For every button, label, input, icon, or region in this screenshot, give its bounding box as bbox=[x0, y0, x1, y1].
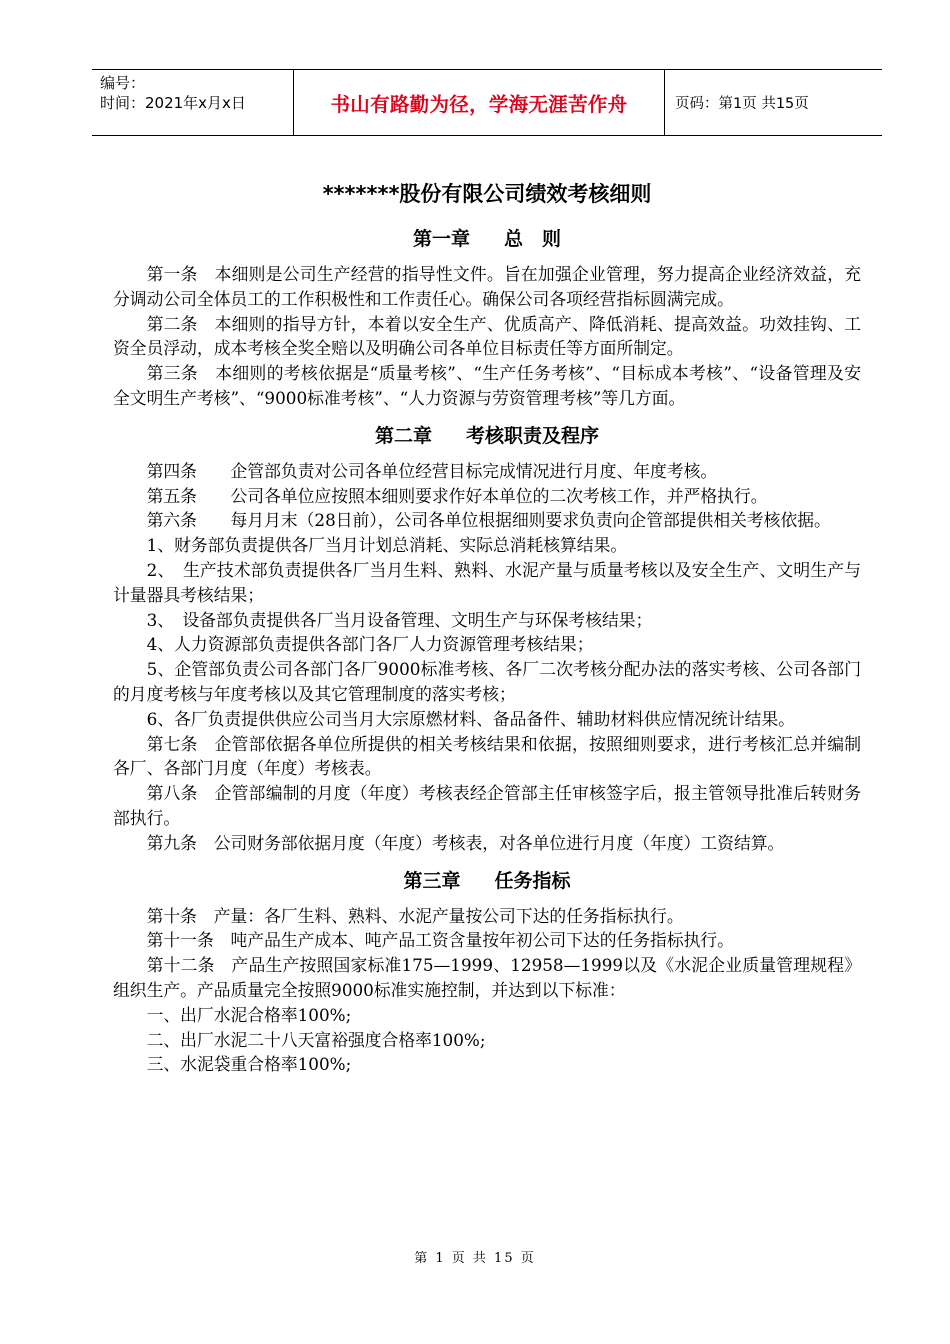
header-motto: 书山有路勤为径，学海无涯苦作舟 bbox=[294, 70, 665, 135]
article-7: 第七条 企管部依据各单位所提供的相关考核结果和依据，按照细则要求，进行考核汇总并编制各厂、各部门月度（年度）考核表。 bbox=[113, 733, 861, 779]
chapter-name: 任务指标 bbox=[494, 869, 571, 892]
article-4: 第四条 企管部负责对公司各单位经营目标完成情况进行月度、年度考核。 bbox=[146, 460, 718, 481]
article-2: 第二条 本细则的指导方针，本着以安全生产、优质高产、降低消耗、提高效益。功效挂钩、工资全员浮动，成本考核全奖全赔以及明确公司各单位目标责任等方面所制定。 bbox=[113, 313, 861, 359]
article-10: 第十条 产量：各厂生料、熟料、水泥产量按公司下达的任务指标执行。 bbox=[146, 905, 684, 926]
chapter-heading-2 bbox=[113, 421, 861, 451]
document-date: 时间：2021年x月x日 bbox=[100, 94, 246, 112]
list-item: 5、企管部负责公司各部门各厂9000标准考核、各厂二次考核分配办法的落实考核、公司各部门的月度考核与年度考核以及其它管理制度的落实考核； bbox=[113, 659, 861, 704]
chapter-heading-3 bbox=[113, 866, 861, 896]
document-number-label: 编号： bbox=[100, 74, 146, 92]
article-1: 第一条 本细则是公司生产经营的指导性文件。旨在加强企业管理，努力提高企业经济效益，充分调动公司全体员工的工作积极性和工作责任心。确保公司各项经营指标圆满完成。 bbox=[113, 264, 861, 309]
header-page-number: 页码：第1页 共15页 bbox=[675, 96, 809, 112]
article-5: 第五条 公司各单位应按照本细则要求作好本单位的二次考核工作，并严格执行。 bbox=[146, 485, 768, 506]
list-item: 2、 生产技术部负责提供各厂当月生料、熟料、水泥产量与质量考核以及安全生产、文明生产与计量器具考核结果； bbox=[113, 559, 861, 605]
header-meta bbox=[92, 70, 294, 135]
standard-item: 二、出厂水泥二十八天富裕强度合格率100%; bbox=[146, 1029, 486, 1050]
chapter-number: 第一章 bbox=[412, 228, 470, 250]
chapter-number: 第二章 bbox=[374, 424, 432, 447]
page-header bbox=[92, 69, 882, 136]
article-3: 第三条 本细则的考核依据是“质量考核”、“生产任务考核”、“目标成本考核”、“设备管理及安全文明生产考核”、“9000标准考核”、“人力资源与劳资管理考核”等几方面。 bbox=[113, 363, 861, 408]
standard-item: 三、水泥袋重合格率100%; bbox=[146, 1054, 352, 1075]
chapter-name: 考核职责及程序 bbox=[466, 424, 600, 447]
article-11: 第十一条 吨产品生产成本、吨产品工资含量按年初公司下达的任务指标执行。 bbox=[146, 930, 734, 951]
chapter-name: 总 则 bbox=[504, 228, 562, 250]
list-item: 1、财务部负责提供各厂当月计划总消耗、实际总消耗核算结果。 bbox=[146, 535, 628, 556]
list-item: 4、人力资源部负责提供各部门各厂人力资源管理考核结果； bbox=[146, 634, 594, 655]
list-item: 3、 设备部负责提供各厂当月设备管理、文明生产与环保考核结果； bbox=[146, 609, 653, 630]
chapter-heading-1 bbox=[113, 224, 861, 254]
list-item: 6、各厂负责提供供应公司当月大宗原燃材料、备品备件、辅助材料供应情况统计结果。 bbox=[146, 708, 795, 729]
article-6: 第六条 每月月末（28日前），公司各单位根据细则要求负责向企管部提供相关考核依据。 bbox=[146, 510, 831, 531]
article-12: 第十二条 产品生产按照国家标准175—1999、12958—1999以及《水泥企业质量管理规程》组织生产。产品质量完全按照9000标准实施控制，并达到以下标准： bbox=[113, 955, 861, 1000]
document-body bbox=[113, 176, 861, 1077]
page-footer: 第 1 页 共 15 页 bbox=[414, 1251, 536, 1266]
article-8: 第八条 企管部编制的月度（年度）考核表经企管部主任审核签字后，报主管领导批准后转财务部执行。 bbox=[113, 783, 861, 828]
document-title: *******股份有限公司绩效考核细则 bbox=[322, 182, 652, 206]
article-9: 第九条 公司财务部依据月度（年度）考核表，对各单位进行月度（年度）工资结算。 bbox=[146, 832, 785, 853]
chapter-number: 第三章 bbox=[403, 869, 461, 892]
standard-item: 一、出厂水泥合格率100%; bbox=[146, 1004, 352, 1025]
